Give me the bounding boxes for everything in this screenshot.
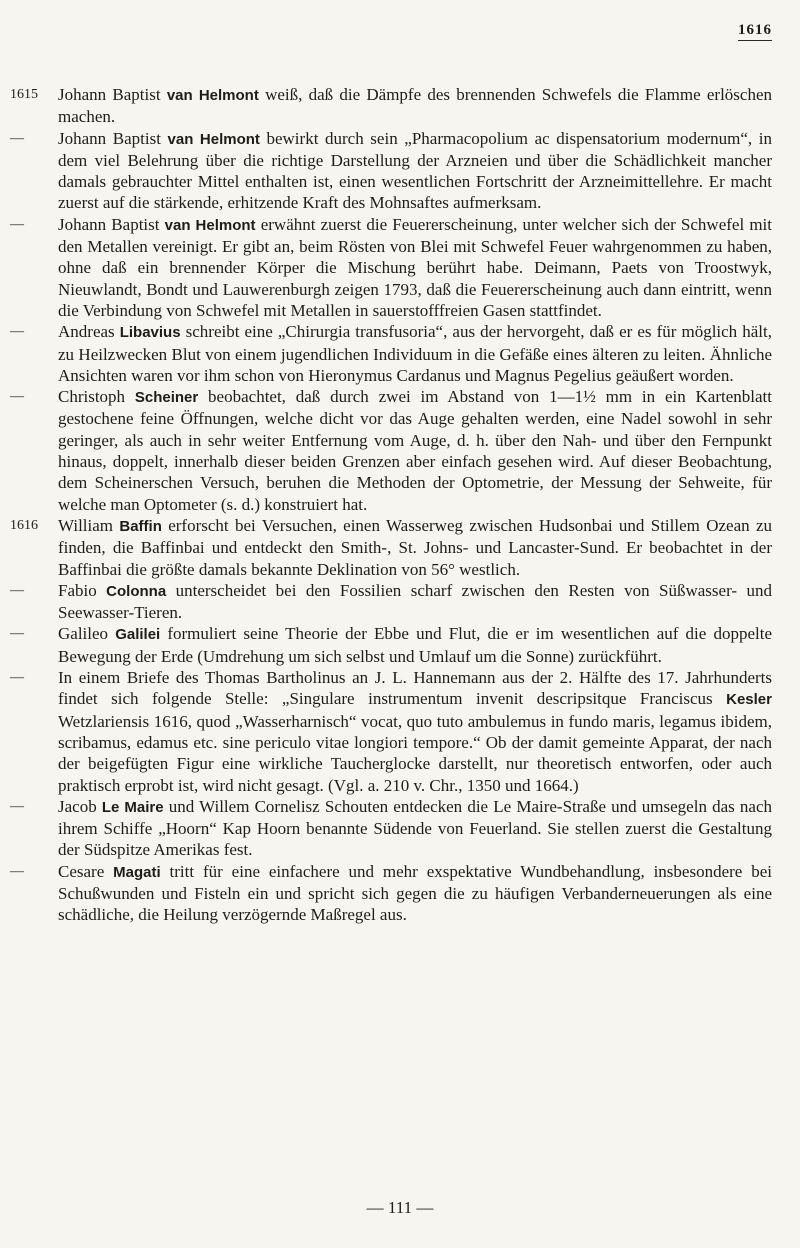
entry [0, 214, 800, 321]
entry-text-after: erforscht bei Versuchen, einen Wasserweg zwischen Hudsonbai und Stillem Ozean zu finden, die Baffinbai und entdeckt den Smith-, St. Johns- und Lancaster-Sund. Er beobachtet in der Baffinbai die größte damals bekannte Deklination von 56° westlich. [58, 515, 772, 579]
entry-text-after: erwähnt zuerst die Feuererscheinung, unter welcher sich der Schwefel mit den Metallen vereinigt. Er gibt an, beim Rösten von Blei mit Schwefel Feuer wahrgenommen zu haben, ohne daß ein brennender Körper die Mischung berührt habe. Deimann, Paets von Troostwyk, Nieuwlandt, Bondt und Lauwerenburgh zeigen 1793, daß die Feuererscheinung auch dann eintritt, wenn die Verbindung von Schwefel mit Metallen in sauerstofffreien Gasen stattfindet. [58, 214, 772, 320]
page-number: — 111 — [366, 1198, 434, 1217]
entry-year: — [10, 863, 24, 879]
entry-name: Baffin [119, 517, 162, 535]
entry-text-after: und Willem Cornelisz Schouten entdecken die Le Maire-Straße und umsegeln das nach ihrem Schiffe „Hoorn“ Kap Hoorn benannte Südende von Feuerland. Sie stellen zuerst die Gestaltung der Südspitze Amerikas fest. [58, 796, 772, 860]
entry [0, 386, 800, 515]
chronology-entries [0, 84, 800, 926]
running-head-year: 1616 [738, 22, 772, 41]
entry-name: Magati [113, 863, 161, 881]
entry-name: Libavius [119, 324, 181, 342]
entry-text [58, 214, 772, 321]
entry-text-before: William [58, 515, 120, 535]
entry-text [58, 667, 772, 796]
entry [0, 128, 800, 214]
entry-text-after: unterscheidet bei den Fossilien scharf zwischen den Resten von Süßwasser- und Seewasser-Tieren. [58, 580, 772, 623]
entry-year: — [10, 324, 24, 340]
entry-text [58, 128, 772, 214]
entry-text [58, 84, 772, 128]
entry [0, 580, 800, 624]
entry-text-before: Galileo [58, 624, 116, 644]
entry-text-before: Fabio [58, 580, 107, 600]
entry-text [58, 580, 772, 624]
entry-text [58, 861, 772, 926]
entry-text-before: Jacob [58, 796, 102, 816]
entry-year: — [10, 670, 24, 686]
entry-text-before: Cesare [58, 861, 114, 881]
entry [0, 623, 800, 667]
entry-year: 1616 [10, 517, 38, 533]
entry [0, 796, 800, 861]
entry-year: — [10, 216, 24, 232]
entry [0, 861, 800, 926]
entry-text-after: bewirkt durch sein „Pharmacopolium ac dispensatorium modernum“, in dem viel Belehrung über die richtige Darstellung der Arzneien und über die Schädlichkeit mancher damals gebrauchter Mittel enthalten ist, einen wesentlichen Fortschritt der Arzneimittellehre. Er macht zuerst auf die stärkende, erhitzende Kraft des Mohnsaftes aufmerksam. [58, 128, 772, 213]
entry-text [58, 321, 772, 386]
entry [0, 515, 800, 580]
entry-text-after: Wetzlariensis 1616, quod „Wasserharnisch“ vocat, quo tuto ambulemus in fundo maris, legamus ibidem, scribamus, edamus etc. sine periculo vitae longiori tempore.“ Ob der damit gemeinte Apparat, der nach der beigefügten Figur eine wirkliche Taucherglocke darstellt, nur theoretisch entworfen, oder auch praktisch erprobt ist, wird nicht gesagt. (Vgl. a. 210 v. Chr., 1350 und 1664.) [58, 711, 772, 795]
entry [0, 321, 800, 386]
entry-name: Colonna [106, 582, 167, 600]
entry-text [58, 796, 772, 861]
entry [0, 667, 800, 796]
entry-name: Le Maire [101, 798, 164, 816]
entry-year: — [10, 798, 24, 814]
entry-text-before: Johann Baptist [58, 85, 167, 104]
entry-text-before: In einem Briefe des Thomas Bartholinus an J. L. Hannemann aus der 2. Hälfte des 17. Jahrhunderts findet sich folgende Stelle: „Singulare instrumentum invenit descripsitque Franciscus [58, 668, 772, 709]
entry-name: Galilei [115, 626, 161, 644]
entry-text-before: Johann Baptist [58, 128, 168, 148]
entry-text-before: Christoph [58, 387, 135, 407]
entry-text [58, 386, 772, 515]
entry-text-before: Andreas [58, 322, 120, 342]
entry-year: — [10, 130, 24, 146]
entry-text-after: formuliert seine Theorie der Ebbe und Flut, die er im wesentlichen auf die doppelte Bewegung der Erde (Umdrehung um sich selbst und Umlauf um die Sonne) zurückführt. [58, 624, 772, 666]
entry-name: van Helmont [167, 130, 260, 148]
entry [0, 84, 800, 128]
entry-name: Scheiner [134, 389, 199, 407]
entry-year: — [10, 389, 24, 405]
entry-text-after: tritt für eine einfachere und mehr exspektative Wundbehandlung, insbesondere bei Schußwunden und Fisteln ein und spricht sich gegen die zu häufigen Verbanderneuerungen als eine schädliche, die Heilung verzögernde Maßregel aus. [58, 861, 772, 925]
entry-text-after: weiß, daß die Dämpfe des brennenden Schwefels die Flamme erlöschen machen. [58, 85, 773, 127]
entry-year: — [10, 582, 24, 598]
entry-text-before: Johann Baptist [58, 214, 165, 234]
entry-text-after: schreibt eine „Chirurgia transfusoria“, aus der hervorgeht, daß er es für möglich hält, zu Heilzwecken Blut von einem jugendlichen Individuum in die Gefäße eines älteren zu leiten. Ähnliche Ansichten waren vor ihm schon von Hieronymus Cardanus und Magnus Pegelius geäußert worden. [58, 322, 772, 385]
entry-text [58, 515, 772, 580]
entry-year: 1615 [10, 87, 38, 102]
entry-text-after: beobachtet, daß durch zwei im Abstand von 1—1½ mm in ein Kartenblatt gestochene feine Öffnungen, welche dicht vor das Auge gehalten werden, eine Nadel sowohl in sehr geringer, als auch in sehr weiter Entfernung vom Auge, d. h. über den Nah- und über den Fernpunkt hinaus, doppelt, innerhalb dieser beiden Grenzen aber einfach gesehen wird. Auf dieser Beobachtung, dem Scheinerschen Versuch, beruhen die Methoden der Optometrie, der Messung der Sehweite, für welche man Optometer (s. d.) konstruiert hat. [58, 387, 773, 514]
entry-year: — [10, 626, 24, 642]
entry-text [58, 623, 772, 667]
entry-name: van Helmont [166, 87, 259, 104]
entry-name: van Helmont [164, 216, 256, 234]
entry-name: Kesler [726, 691, 772, 709]
